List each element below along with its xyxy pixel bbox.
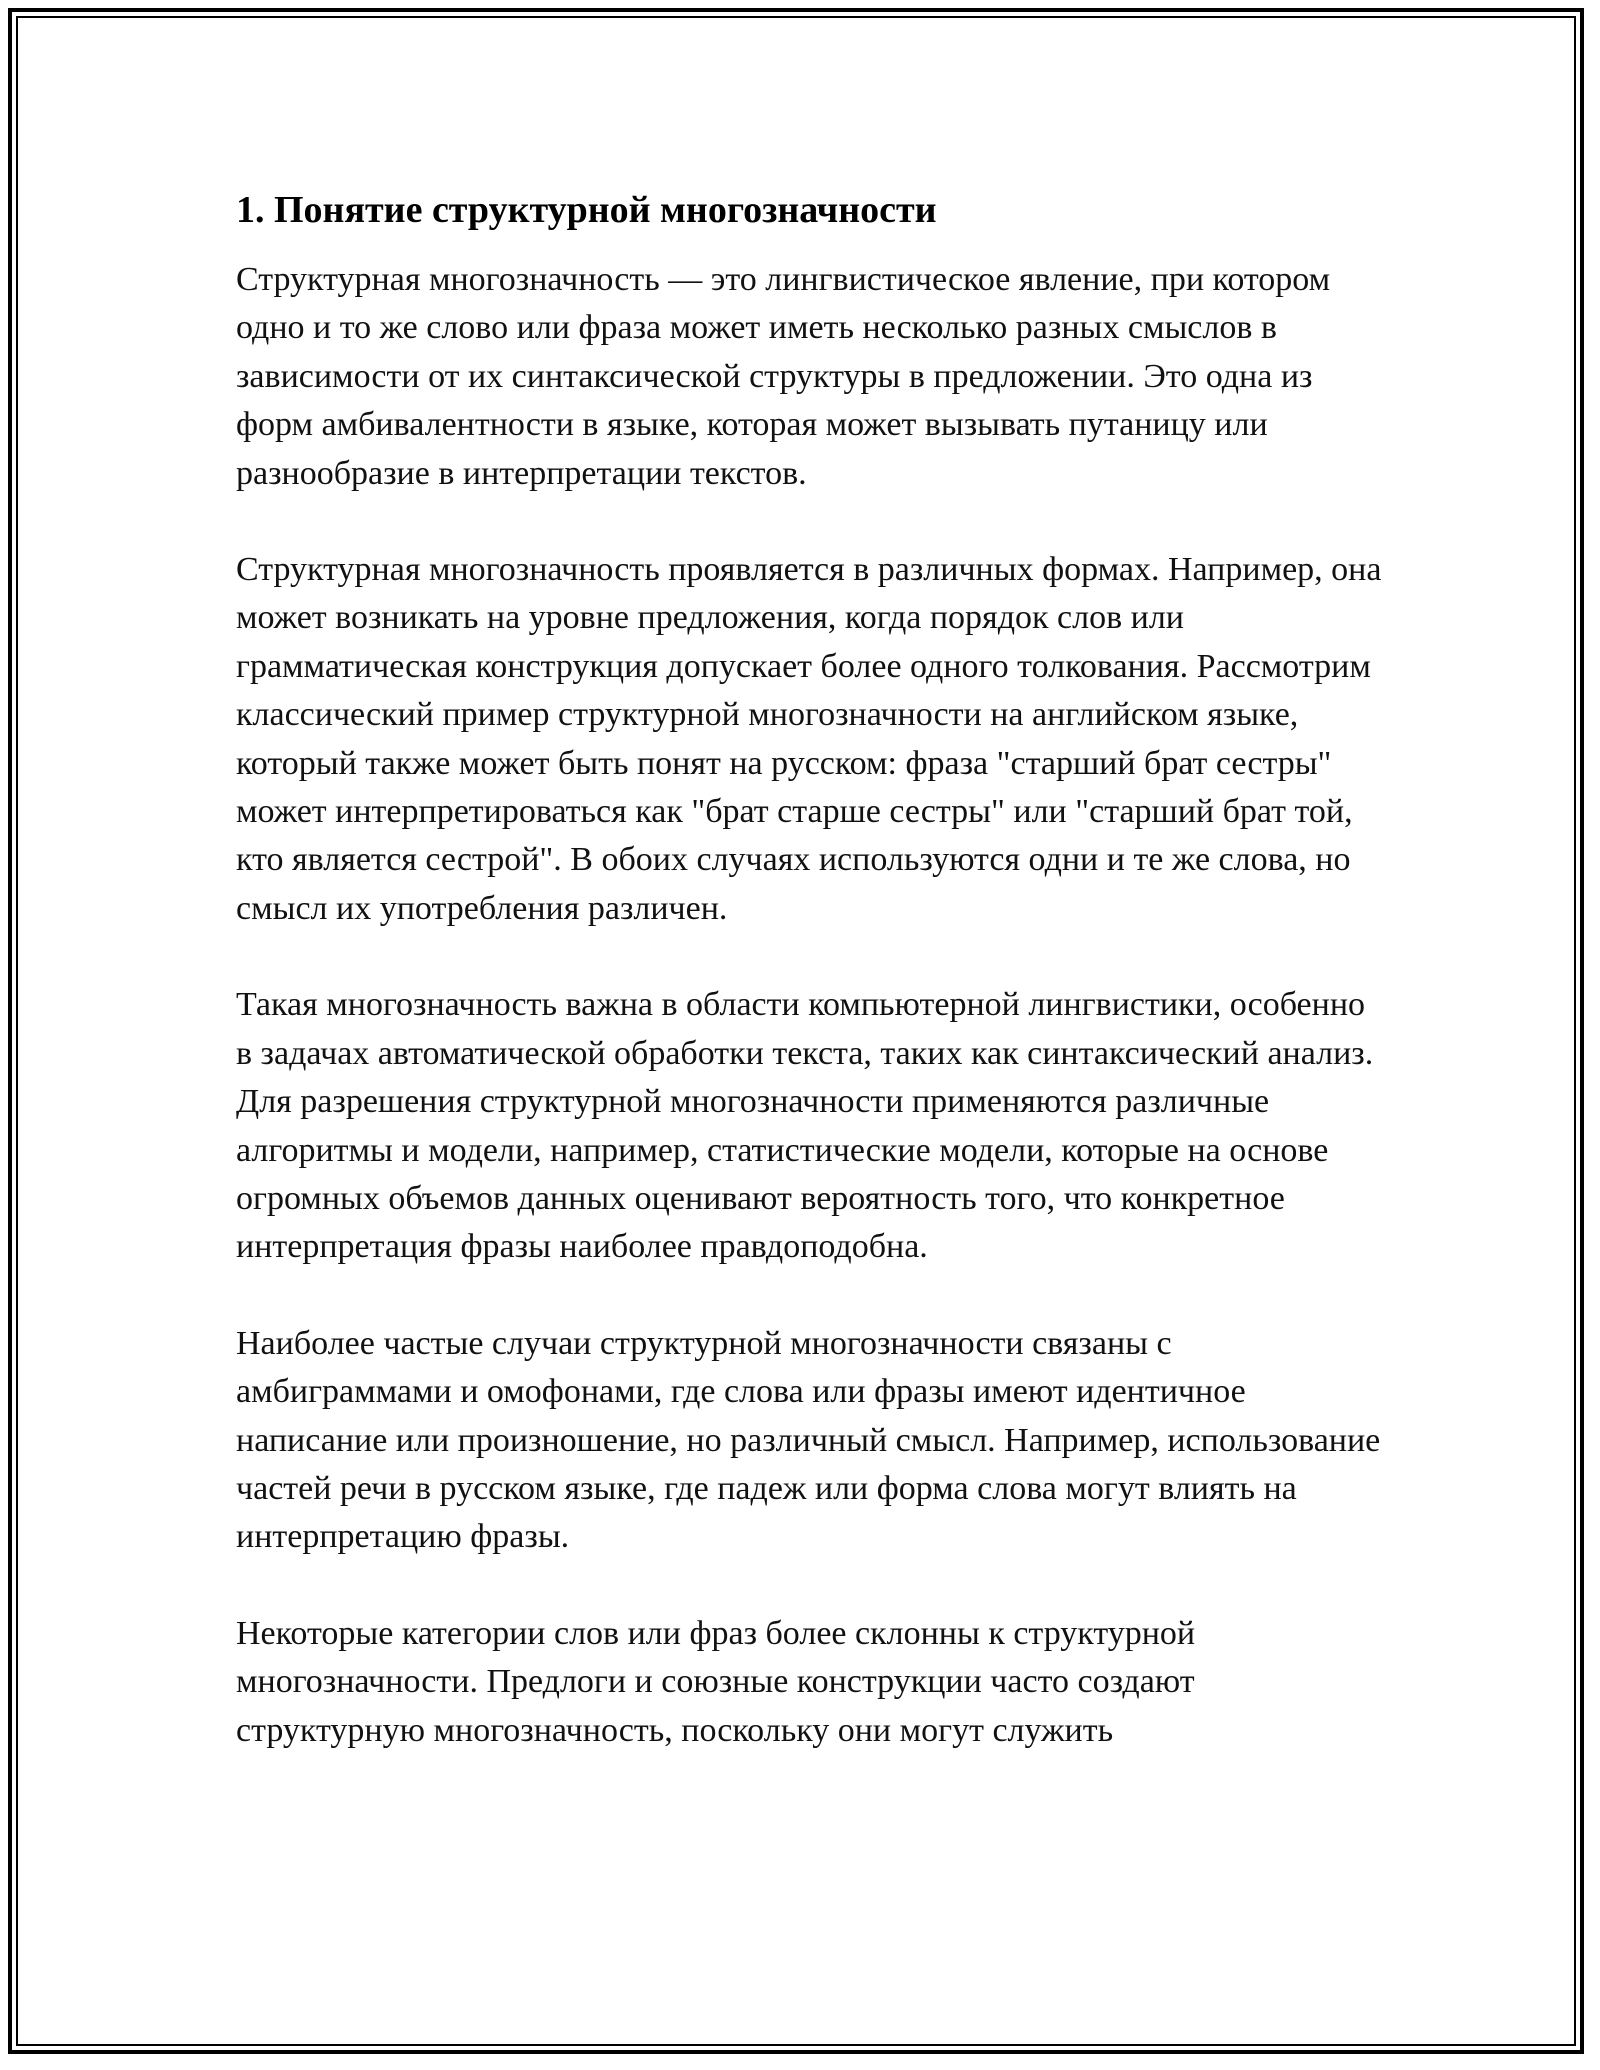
paragraph-2: Структурная многозначность проявляется в различных формах. Например, она может возникать на уровне предложения, когда порядок слов или грамматическая конструкция допускает более одного толкования. Рассмотрим классический пример структурной многозначности на английском языке, который также может быть понят на русском: фраза "старший брат сестры" может интерпретироваться как "брат старше сестры" или "старший брат той, кто является сестрой". В обоих случаях используются одни и те же слова, но смысл их употребления различен. bbox=[236, 551, 1382, 927]
paragraph-5: Некоторые категории слов или фраз более склонны к структурной многозначности. Предлоги и союзные конструкции часто создают структурную многозначность, поскольку они могут служить bbox=[236, 1614, 1196, 1749]
paragraph-3: Такая многозначность важна в области компьютерной лингвистики, особенно в задачах автоматической обработки текста, таких как синтаксический анализ. Для разрешения структурной многозначности применяются различные алгоритмы и модели, например, статистические модели, которые на основе огромных объемов данных оценивают вероятность того, что конкретное интерпретация фразы наиболее правдоподобна. bbox=[236, 986, 1374, 1266]
document-body bbox=[236, 186, 1386, 1803]
paragraph-1: Структурная многозначность — это лингвистическое явление, при котором одно и то же слово или фраза может иметь несколько разных смыслов в зависимости от их синтаксической структуры в предложении. Это одна из форм амбивалентности в языке, которая может вызывать путаницу или разнообразие в интерпретации текстов. bbox=[236, 261, 1331, 492]
section-heading: 1. Понятие структурной многозначности bbox=[236, 189, 937, 231]
paragraph-4: Наиболее частые случаи структурной многозначности связаны с амбиграммами и омофонами, где слова или фразы имеют идентичное написание или произношение, но различный смысл. Например, использование частей речи в русском языке, где падеж или форма слова могут влиять на интерпретацию фразы. bbox=[236, 1324, 1381, 1556]
